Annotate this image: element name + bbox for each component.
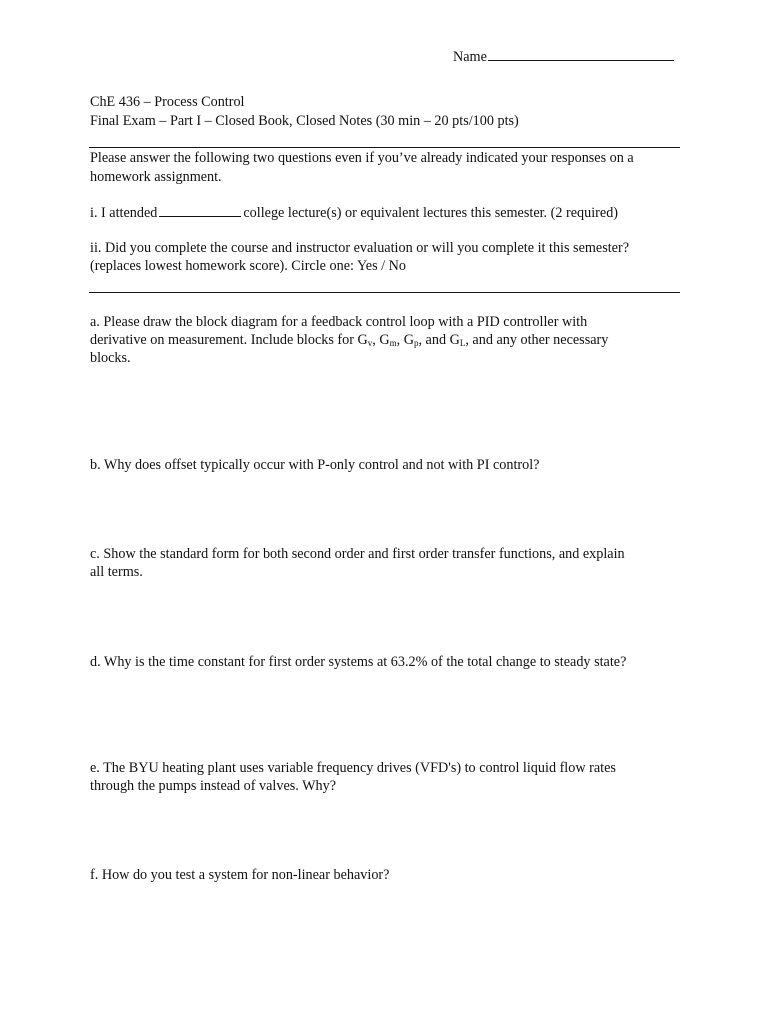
question-f: f. How do you test a system for non-linear behavior? bbox=[90, 867, 390, 883]
name-blank-line bbox=[488, 46, 674, 61]
name-label: Name bbox=[453, 49, 487, 65]
question-d: d. Why is the time constant for first order systems at 63.2% of the total change to steady state? bbox=[90, 654, 627, 670]
question-c-line-2: all terms. bbox=[90, 564, 143, 580]
exam-title: Final Exam – Part I – Closed Book, Closed Notes (30 min – 20 pts/100 pts) bbox=[90, 113, 519, 129]
question-a-line-3: blocks. bbox=[90, 350, 131, 366]
bottom-divider bbox=[89, 292, 680, 293]
question-i bbox=[90, 203, 618, 222]
question-c-line-1: c. Show the standard form for both second order and first order transfer functions, and explain bbox=[90, 546, 625, 562]
question-a-sep: , G bbox=[372, 332, 390, 348]
question-i-before: i. I attended bbox=[90, 205, 158, 221]
question-ii-line-2: (replaces lowest homework score). Circle one: Yes / No bbox=[90, 258, 406, 274]
subscript-l: L bbox=[459, 338, 466, 348]
subscript-p: p bbox=[413, 338, 419, 348]
subscript-m: m bbox=[389, 338, 397, 348]
question-ii-line-1: ii. Did you complete the course and instructor evaluation or will you complete it this semester? bbox=[90, 240, 629, 256]
name-field bbox=[453, 46, 674, 66]
question-e-line-2: through the pumps instead of valves. Why? bbox=[90, 778, 337, 794]
top-divider bbox=[89, 147, 680, 148]
intro-line-1: Please answer the following two questions even if you’ve already indicated your responses on a bbox=[90, 150, 634, 166]
course-title: ChE 436 – Process Control bbox=[90, 94, 245, 110]
question-b: b. Why does offset typically occur with P-only control and not with PI control? bbox=[90, 457, 540, 473]
question-a-text: , and any other necessary bbox=[465, 332, 609, 348]
subscript-v: v bbox=[367, 338, 373, 348]
question-e-line-1: e. The BYU heating plant uses variable frequency drives (VFD's) to control liquid flow rates bbox=[90, 760, 616, 776]
question-a-text: derivative on measurement. Include blocks for G bbox=[90, 332, 368, 348]
intro-line-2: homework assignment. bbox=[90, 169, 222, 185]
lecture-count-blank bbox=[159, 203, 241, 217]
question-a-sep: , G bbox=[396, 332, 414, 348]
question-a-sep: , and G bbox=[418, 332, 460, 348]
question-i-after: college lecture(s) or equivalent lectures this semester. (2 required) bbox=[243, 205, 619, 221]
question-a-line-2 bbox=[90, 331, 608, 349]
question-a-line-1: a. Please draw the block diagram for a feedback control loop with a PID controller with bbox=[90, 314, 588, 330]
